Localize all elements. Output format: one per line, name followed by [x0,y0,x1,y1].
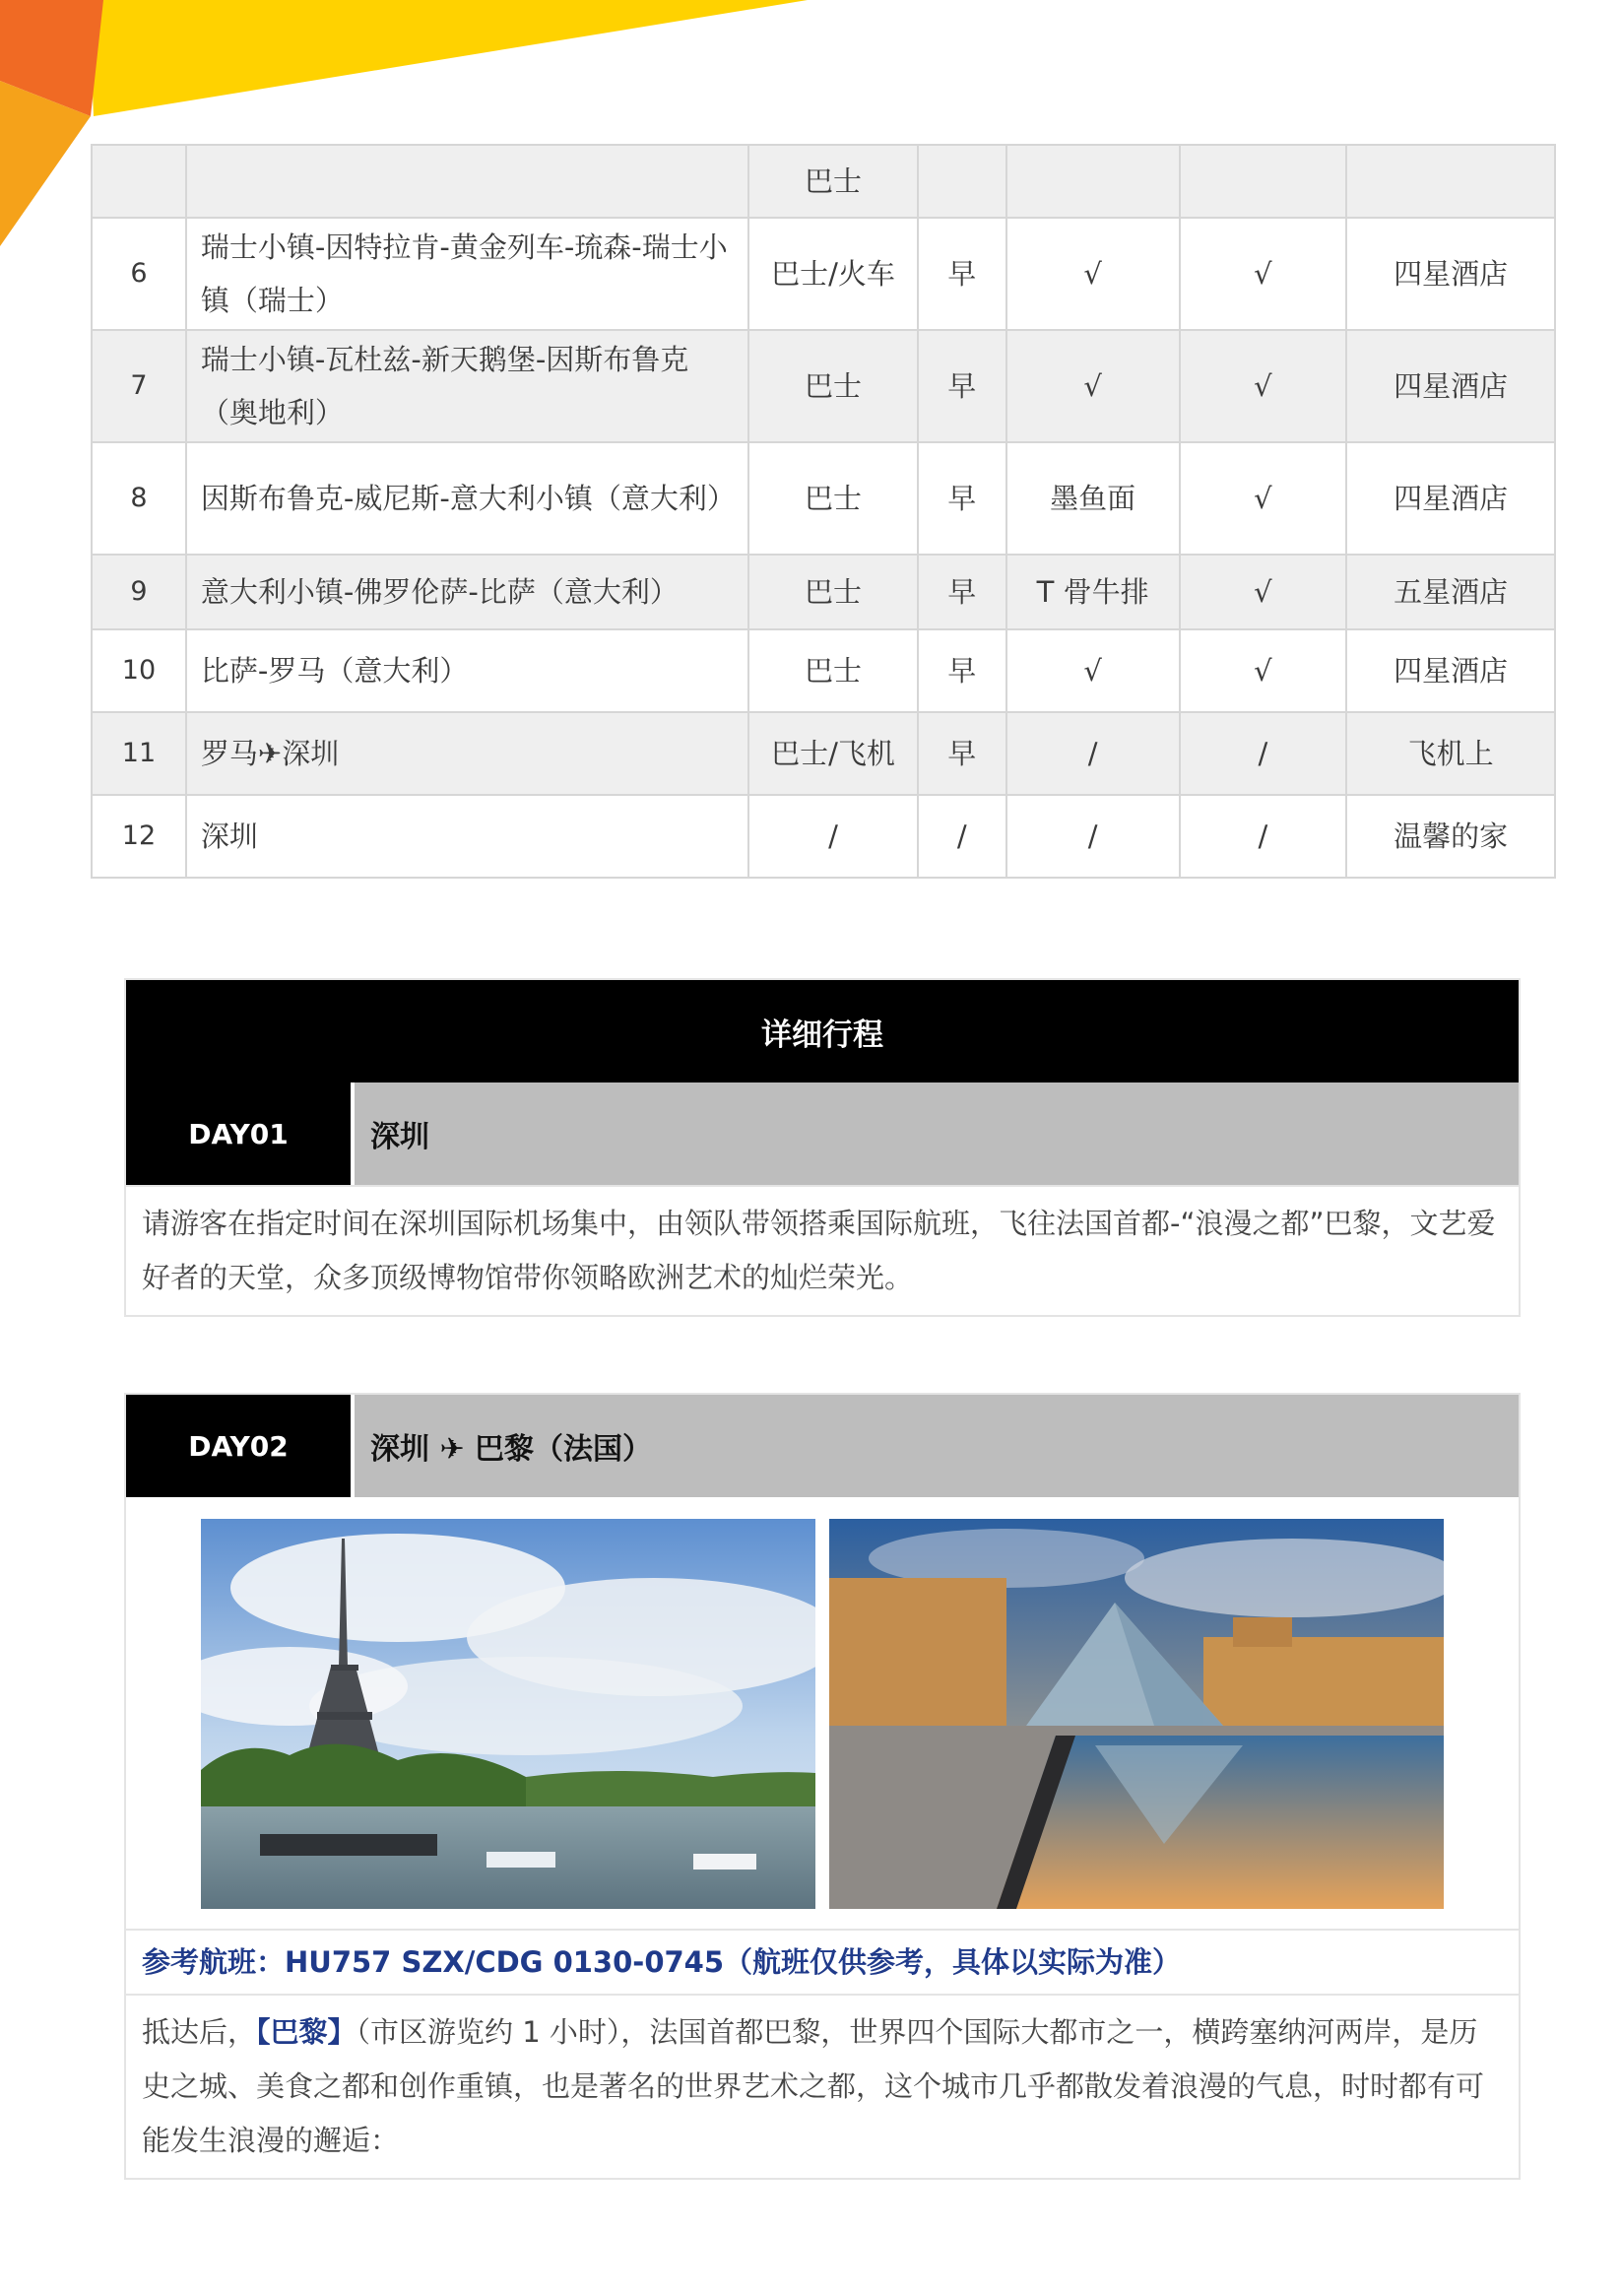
lunch-cell [1006,145,1180,218]
table-row [92,555,1555,629]
transport-cell: / [748,795,918,878]
day02-body-pre: 抵达后， [142,2015,257,2049]
breakfast-cell: 早 [918,629,1006,712]
breakfast-cell: 早 [918,555,1006,629]
route-cell: 瑞士小镇-瓦杜兹-新天鹅堡-因斯布鲁克（奥地利） [186,330,748,442]
dinner-cell: √ [1180,442,1347,555]
eiffel-tower-seine-photo [201,1519,815,1909]
transport-cell: 巴士 [748,555,918,629]
hotel-cell: 四星酒店 [1346,218,1555,330]
paris-highlight: 【巴黎】 [256,2015,357,2049]
day01-title: 深圳 [355,1082,1519,1185]
breakfast-cell: 早 [918,218,1006,330]
dinner-cell: √ [1180,555,1347,629]
day01-header [126,1082,1519,1185]
day-cell: 8 [92,442,186,555]
table-row [92,795,1555,878]
transport-cell: 巴士/飞机 [748,712,918,795]
day-cell [92,145,186,218]
day02-flight-info: 参考航班：HU757 SZX/CDG 0130-0745（航班仅供参考，具体以实际为准） [126,1929,1519,1994]
breakfast-cell: 早 [918,330,1006,442]
detail-itinerary-header: 详细行程 [126,980,1519,1082]
day02-section [124,1393,1521,2180]
itinerary-table [91,144,1556,879]
lunch-cell: √ [1006,629,1180,712]
day02-photos [126,1497,1519,1929]
lunch-cell: T 骨牛排 [1006,555,1180,629]
table-row [92,218,1555,330]
transport-cell: 巴士 [748,442,918,555]
day-cell: 6 [92,218,186,330]
day-cell: 11 [92,712,186,795]
table-row [92,712,1555,795]
day02-body-post: （市区游览约 1 小时），法国首都巴黎，世界四个国际大都市之一，横跨塞纳河两岸，是历史之城、美食之都和创作重镇，也是著名的世界艺术之都，这个城市几乎都散发着浪漫的气息，时时都有可能发生浪漫的邂逅： [142,2015,1485,2157]
day02-header [126,1395,1519,1497]
lunch-cell: √ [1006,218,1180,330]
hotel-cell: 四星酒店 [1346,629,1555,712]
hotel-cell: 温馨的家 [1346,795,1555,878]
breakfast-cell [918,145,1006,218]
dinner-cell: √ [1180,629,1347,712]
transport-cell: 巴士 [748,330,918,442]
lunch-cell: / [1006,712,1180,795]
louvre-pyramid-photo [829,1519,1444,1909]
transport-cell: 巴士 [748,145,918,218]
transport-cell: 巴士 [748,629,918,712]
route-cell: 深圳 [186,795,748,878]
dinner-cell: √ [1180,218,1347,330]
route-cell: 比萨-罗马（意大利） [186,629,748,712]
hotel-cell: 四星酒店 [1346,442,1555,555]
day02-label: DAY02 [126,1395,355,1497]
table-row [92,629,1555,712]
day02-title: 深圳 ✈ 巴黎（法国） [355,1395,1519,1497]
hotel-cell: 飞机上 [1346,712,1555,795]
dinner-cell: / [1180,712,1347,795]
route-cell: 意大利小镇-佛罗伦萨-比萨（意大利） [186,555,748,629]
route-cell: 瑞士小镇-因特拉肯-黄金列车-琉森-瑞士小镇（瑞士） [186,218,748,330]
table-row [92,330,1555,442]
route-cell: 罗马✈深圳 [186,712,748,795]
day01-label: DAY01 [126,1082,355,1185]
day-cell: 7 [92,330,186,442]
day-cell: 10 [92,629,186,712]
hotel-cell [1346,145,1555,218]
lunch-cell: / [1006,795,1180,878]
day02-description [126,1994,1519,2178]
breakfast-cell: / [918,795,1006,878]
lunch-cell: √ [1006,330,1180,442]
dinner-cell: √ [1180,330,1347,442]
dinner-cell: / [1180,795,1347,878]
transport-cell: 巴士/火车 [748,218,918,330]
day-cell: 9 [92,555,186,629]
hotel-cell: 四星酒店 [1346,330,1555,442]
lunch-cell: 墨鱼面 [1006,442,1180,555]
route-cell [186,145,748,218]
day01-description: 请游客在指定时间在深圳国际机场集中，由领队带领搭乘国际航班，飞往法国首都-“浪漫之都”巴黎，文艺爱好者的天堂，众多顶级博物馆带你领略欧洲艺术的灿烂荣光。 [126,1185,1519,1315]
table-row [92,145,1555,218]
day-cell: 12 [92,795,186,878]
dinner-cell [1180,145,1347,218]
detail-itinerary-section [124,978,1521,1317]
breakfast-cell: 早 [918,442,1006,555]
table-row [92,442,1555,555]
breakfast-cell: 早 [918,712,1006,795]
hotel-cell: 五星酒店 [1346,555,1555,629]
route-cell: 因斯布鲁克-威尼斯-意大利小镇（意大利） [186,442,748,555]
